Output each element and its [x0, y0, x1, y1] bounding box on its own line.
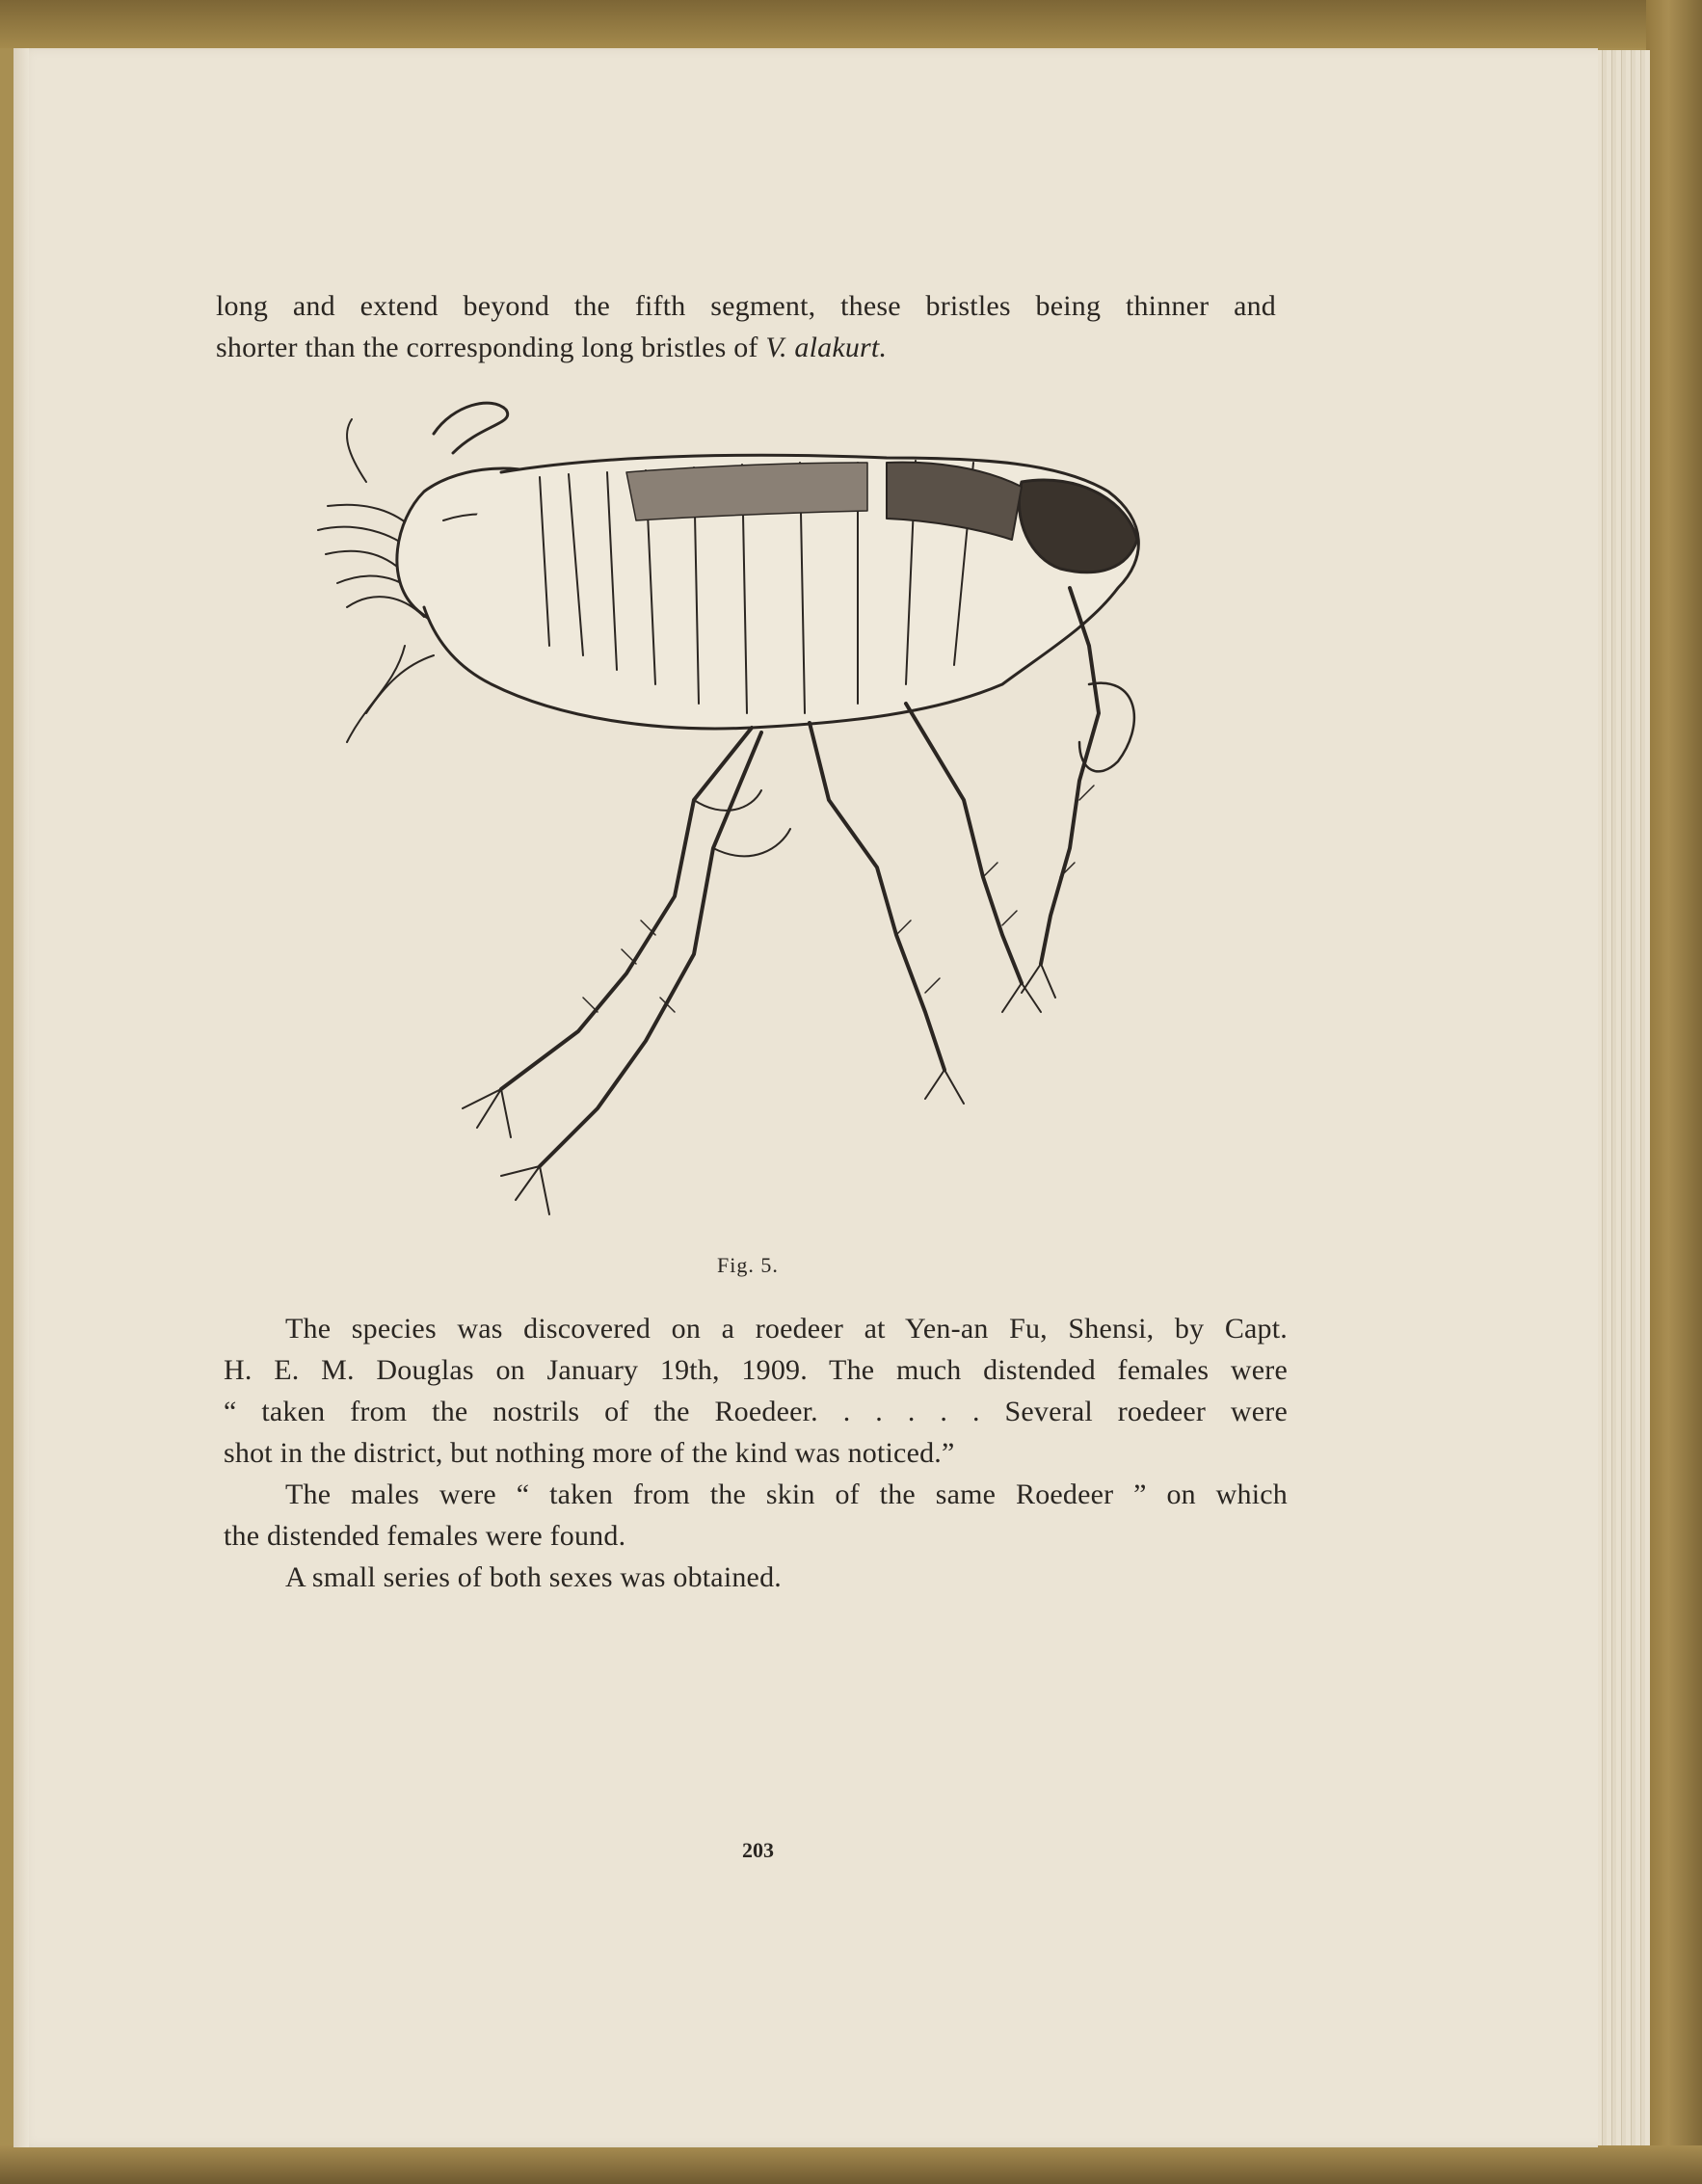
flea-illustration [308, 395, 1195, 1253]
cover-bottom-edge [0, 2145, 1702, 2184]
page-gutter [13, 48, 29, 2147]
para-3-line-1: A small series of both sexes was obtained. [285, 1561, 782, 1593]
para-1-line-4: shot in the district, but nothing more of the kind was noticed.” [224, 1437, 955, 1469]
top-paragraph-line-2 [216, 327, 1276, 368]
body-text [224, 1308, 1288, 1598]
page-number: 203 [742, 1838, 774, 1862]
top-paragraph-line-1: long and extend beyond the fifth segment, these bristles being thinner and [216, 290, 1276, 322]
cover-right-edge [1646, 0, 1702, 2184]
figure-caption: Fig. 5. [717, 1253, 779, 1277]
para-1-line-1: The species was discovered on a roedeer at Yen-an Fu, Shensi, by Capt. [285, 1313, 1288, 1345]
top-paragraph [216, 285, 1276, 368]
para-1-line-3: “ taken from the nostrils of the Roedeer. . . . . . Several roedeer were [224, 1396, 1288, 1427]
para-2-line-2: the distended females were found. [224, 1520, 626, 1552]
species-name: V. alakurt. [765, 332, 888, 363]
top-paragraph-line-2-text: shorter than the corresponding long bristles of [216, 332, 758, 363]
para-2-line-1: The males were “ taken from the skin of the same Roedeer ” on which [285, 1478, 1288, 1510]
cover-top-edge [0, 0, 1702, 48]
para-1-line-2: H. E. M. Douglas on January 19th, 1909. The much distended females were [224, 1354, 1288, 1386]
